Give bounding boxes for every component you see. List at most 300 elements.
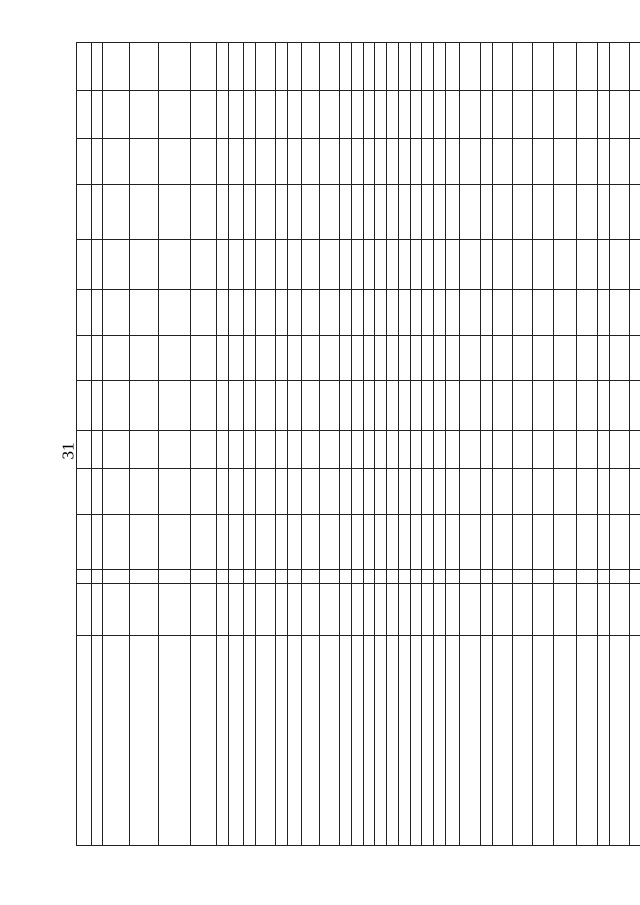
table-header-row (77, 43, 92, 846)
value-cell (445, 515, 460, 570)
value-cell (243, 469, 255, 515)
value-cell (512, 469, 532, 515)
value-cell (445, 290, 460, 336)
table-row (191, 43, 217, 846)
value-cell (433, 43, 445, 91)
value-cell (255, 185, 275, 240)
value-cell (609, 240, 629, 290)
row-name-cell (103, 636, 129, 846)
value-cell (229, 290, 244, 336)
value-cell (340, 336, 352, 381)
value-cell (533, 139, 553, 185)
value-cell (445, 469, 460, 515)
value-cell (375, 570, 387, 584)
row-name-cell (352, 636, 364, 846)
value-cell (340, 185, 352, 240)
table-row (319, 43, 339, 846)
value-cell (577, 43, 597, 91)
value-cell (91, 584, 103, 636)
value-cell (275, 185, 287, 240)
value-cell (492, 515, 512, 570)
value-cell (577, 91, 597, 139)
value-cell (91, 515, 103, 570)
value-cell (229, 469, 244, 515)
value-cell (158, 139, 190, 185)
value-cell (375, 584, 387, 636)
value-cell (445, 570, 460, 584)
value-cell (597, 584, 609, 636)
value-cell (460, 381, 480, 431)
value-cell (512, 570, 532, 584)
value-cell (255, 570, 275, 584)
value-cell (410, 570, 422, 584)
value-cell (91, 469, 103, 515)
value-cell (363, 381, 375, 431)
value-cell (319, 290, 339, 336)
value-cell (103, 570, 129, 584)
value-cell (398, 185, 410, 240)
value-cell (492, 336, 512, 381)
value-cell (229, 381, 244, 431)
value-cell (512, 336, 532, 381)
value-cell (91, 43, 103, 91)
value-cell (597, 336, 609, 381)
value-cell (255, 336, 275, 381)
value-cell (229, 584, 244, 636)
value-cell (129, 240, 158, 290)
table-row (398, 43, 410, 846)
value-cell (375, 139, 387, 185)
row-name-cell (340, 636, 352, 846)
value-cell (375, 431, 387, 469)
table-row (445, 43, 460, 846)
value-cell (597, 469, 609, 515)
value-cell (630, 240, 640, 290)
value-cell (217, 240, 229, 290)
table-row (243, 43, 255, 846)
table-row (553, 43, 576, 846)
value-cell (243, 91, 255, 139)
value-cell (129, 570, 158, 584)
value-cell (275, 570, 287, 584)
value-cell (460, 336, 480, 381)
value-cell (243, 240, 255, 290)
value-cell (77, 43, 92, 91)
value-cell (129, 515, 158, 570)
value-cell (630, 515, 640, 570)
value-cell (433, 381, 445, 431)
value-cell (229, 515, 244, 570)
value-cell (91, 240, 103, 290)
value-cell (553, 515, 576, 570)
value-cell (352, 469, 364, 515)
value-cell (512, 290, 532, 336)
row-name-cell (91, 636, 103, 846)
value-cell (410, 139, 422, 185)
value-cell (445, 91, 460, 139)
value-cell (433, 570, 445, 584)
value-cell (103, 43, 129, 91)
value-cell (433, 240, 445, 290)
value-cell (302, 431, 320, 469)
value-cell (158, 381, 190, 431)
value-cell (609, 431, 629, 469)
value-cell (77, 185, 92, 240)
value-cell (191, 469, 217, 515)
budget-table (76, 42, 640, 846)
value-cell (480, 431, 492, 469)
value-cell (422, 431, 434, 469)
value-cell (433, 469, 445, 515)
value-cell (77, 381, 92, 431)
value-cell (609, 584, 629, 636)
value-cell (229, 240, 244, 290)
table-row (630, 43, 640, 846)
value-cell (275, 469, 287, 515)
value-cell (533, 336, 553, 381)
value-cell (158, 515, 190, 570)
table-row (375, 43, 387, 846)
table-row (433, 43, 445, 846)
value-cell (410, 290, 422, 336)
value-cell (275, 336, 287, 381)
value-cell (243, 570, 255, 584)
value-cell (410, 431, 422, 469)
value-cell (533, 570, 553, 584)
value-cell (398, 240, 410, 290)
value-cell (229, 570, 244, 584)
value-cell (533, 185, 553, 240)
value-cell (387, 290, 399, 336)
value-cell (129, 469, 158, 515)
table-row (460, 43, 480, 846)
value-cell (410, 381, 422, 431)
value-cell (609, 381, 629, 431)
value-cell (512, 139, 532, 185)
value-cell (287, 336, 302, 381)
value-cell (103, 240, 129, 290)
value-cell (597, 570, 609, 584)
value-cell (191, 431, 217, 469)
value-cell (229, 43, 244, 91)
table-row (512, 43, 532, 846)
value-cell (492, 185, 512, 240)
row-name-cell (129, 636, 158, 846)
value-cell (630, 185, 640, 240)
value-cell (533, 469, 553, 515)
value-cell (410, 336, 422, 381)
value-cell (302, 139, 320, 185)
value-cell (533, 584, 553, 636)
value-cell (363, 336, 375, 381)
value-cell (287, 91, 302, 139)
value-cell (387, 570, 399, 584)
table-row (302, 43, 320, 846)
value-cell (243, 43, 255, 91)
value-cell (630, 290, 640, 336)
value-cell (375, 185, 387, 240)
value-cell (191, 185, 217, 240)
value-cell (460, 240, 480, 290)
value-cell (319, 431, 339, 469)
value-cell (129, 431, 158, 469)
value-cell (77, 240, 92, 290)
value-cell (433, 290, 445, 336)
value-cell (630, 431, 640, 469)
table-row (577, 43, 597, 846)
row-name-cell (609, 636, 629, 846)
value-cell (129, 584, 158, 636)
value-cell (398, 336, 410, 381)
value-cell (275, 43, 287, 91)
value-cell (363, 91, 375, 139)
value-cell (492, 91, 512, 139)
value-cell (460, 431, 480, 469)
value-cell (597, 431, 609, 469)
value-cell (352, 584, 364, 636)
value-cell (492, 381, 512, 431)
value-cell (363, 43, 375, 91)
row-name-cell (630, 636, 640, 846)
value-cell (91, 381, 103, 431)
value-cell (103, 515, 129, 570)
value-cell (158, 469, 190, 515)
value-cell (129, 139, 158, 185)
value-cell (512, 240, 532, 290)
value-cell (375, 381, 387, 431)
value-cell (609, 91, 629, 139)
value-cell (480, 43, 492, 91)
value-cell (77, 431, 92, 469)
value-cell (609, 570, 629, 584)
value-cell (512, 185, 532, 240)
value-cell (287, 290, 302, 336)
value-cell (255, 91, 275, 139)
value-cell (422, 290, 434, 336)
value-cell (363, 431, 375, 469)
value-cell (480, 469, 492, 515)
value-cell (433, 185, 445, 240)
value-cell (512, 515, 532, 570)
row-name-cell (433, 636, 445, 846)
value-cell (422, 381, 434, 431)
table-row (217, 43, 229, 846)
value-cell (158, 584, 190, 636)
value-cell (217, 570, 229, 584)
value-cell (77, 584, 92, 636)
value-cell (319, 185, 339, 240)
row-name-cell (398, 636, 410, 846)
value-cell (319, 91, 339, 139)
value-cell (158, 43, 190, 91)
value-cell (492, 139, 512, 185)
value-cell (577, 290, 597, 336)
value-cell (287, 570, 302, 584)
value-cell (363, 290, 375, 336)
value-cell (319, 469, 339, 515)
value-cell (217, 91, 229, 139)
value-cell (340, 515, 352, 570)
value-cell (533, 515, 553, 570)
value-cell (319, 570, 339, 584)
value-cell (319, 584, 339, 636)
value-cell (191, 570, 217, 584)
row-name-cell (410, 636, 422, 846)
value-cell (217, 185, 229, 240)
value-cell (553, 240, 576, 290)
table-row (129, 43, 158, 846)
row-name-cell (217, 636, 229, 846)
value-cell (352, 185, 364, 240)
value-cell (387, 431, 399, 469)
value-cell (319, 139, 339, 185)
value-cell (352, 336, 364, 381)
value-cell (243, 185, 255, 240)
value-cell (375, 43, 387, 91)
table-row (255, 43, 275, 846)
value-cell (410, 91, 422, 139)
row-name-cell (275, 636, 287, 846)
value-cell (340, 91, 352, 139)
value-cell (492, 240, 512, 290)
value-cell (352, 381, 364, 431)
value-cell (191, 43, 217, 91)
value-cell (255, 584, 275, 636)
value-cell (229, 91, 244, 139)
value-cell (229, 431, 244, 469)
value-cell (287, 381, 302, 431)
value-cell (375, 336, 387, 381)
value-cell (609, 290, 629, 336)
value-cell (255, 240, 275, 290)
value-cell (77, 91, 92, 139)
value-cell (243, 515, 255, 570)
row-name-cell (512, 636, 532, 846)
value-cell (387, 584, 399, 636)
value-cell (480, 290, 492, 336)
value-cell (255, 139, 275, 185)
value-cell (363, 185, 375, 240)
value-cell (191, 91, 217, 139)
value-cell (630, 584, 640, 636)
value-cell (597, 290, 609, 336)
value-cell (422, 185, 434, 240)
value-cell (243, 139, 255, 185)
value-cell (398, 290, 410, 336)
value-cell (460, 515, 480, 570)
value-cell (243, 584, 255, 636)
value-cell (217, 43, 229, 91)
row-name-cell (302, 636, 320, 846)
value-cell (480, 570, 492, 584)
row-name-cell (191, 636, 217, 846)
value-cell (103, 584, 129, 636)
value-cell (255, 431, 275, 469)
value-cell (387, 185, 399, 240)
value-cell (387, 515, 399, 570)
table-row (480, 43, 492, 846)
value-cell (533, 91, 553, 139)
value-cell (275, 381, 287, 431)
value-cell (422, 584, 434, 636)
value-cell (103, 431, 129, 469)
value-cell (352, 515, 364, 570)
value-cell (480, 91, 492, 139)
row-name-cell (243, 636, 255, 846)
value-cell (302, 185, 320, 240)
value-cell (460, 570, 480, 584)
value-cell (630, 570, 640, 584)
value-cell (553, 290, 576, 336)
value-cell (191, 240, 217, 290)
value-cell (158, 570, 190, 584)
value-cell (340, 43, 352, 91)
value-cell (103, 381, 129, 431)
value-cell (77, 139, 92, 185)
value-cell (319, 515, 339, 570)
value-cell (480, 336, 492, 381)
value-cell (480, 185, 492, 240)
table-row (91, 43, 103, 846)
value-cell (129, 336, 158, 381)
value-cell (410, 515, 422, 570)
value-cell (597, 91, 609, 139)
table-row (158, 43, 190, 846)
value-cell (480, 381, 492, 431)
value-cell (630, 139, 640, 185)
value-cell (275, 515, 287, 570)
value-cell (129, 185, 158, 240)
value-cell (287, 240, 302, 290)
value-cell (319, 240, 339, 290)
table-row (103, 43, 129, 846)
value-cell (91, 336, 103, 381)
value-cell (229, 185, 244, 240)
value-cell (77, 515, 92, 570)
value-cell (387, 91, 399, 139)
table-row (352, 43, 364, 846)
value-cell (352, 139, 364, 185)
value-cell (533, 43, 553, 91)
value-cell (91, 91, 103, 139)
value-cell (302, 240, 320, 290)
value-cell (533, 381, 553, 431)
row-name-cell (480, 636, 492, 846)
value-cell (398, 570, 410, 584)
value-cell (422, 139, 434, 185)
value-cell (319, 43, 339, 91)
value-cell (91, 431, 103, 469)
value-cell (243, 431, 255, 469)
value-cell (103, 290, 129, 336)
value-cell (480, 584, 492, 636)
value-cell (158, 431, 190, 469)
value-cell (340, 570, 352, 584)
value-cell (512, 584, 532, 636)
value-cell (243, 290, 255, 336)
value-cell (275, 240, 287, 290)
value-cell (445, 185, 460, 240)
value-cell (217, 290, 229, 336)
value-cell (352, 570, 364, 584)
table-row (363, 43, 375, 846)
value-cell (577, 381, 597, 431)
value-cell (103, 469, 129, 515)
value-cell (287, 515, 302, 570)
value-cell (340, 381, 352, 431)
value-cell (387, 240, 399, 290)
value-cell (340, 584, 352, 636)
